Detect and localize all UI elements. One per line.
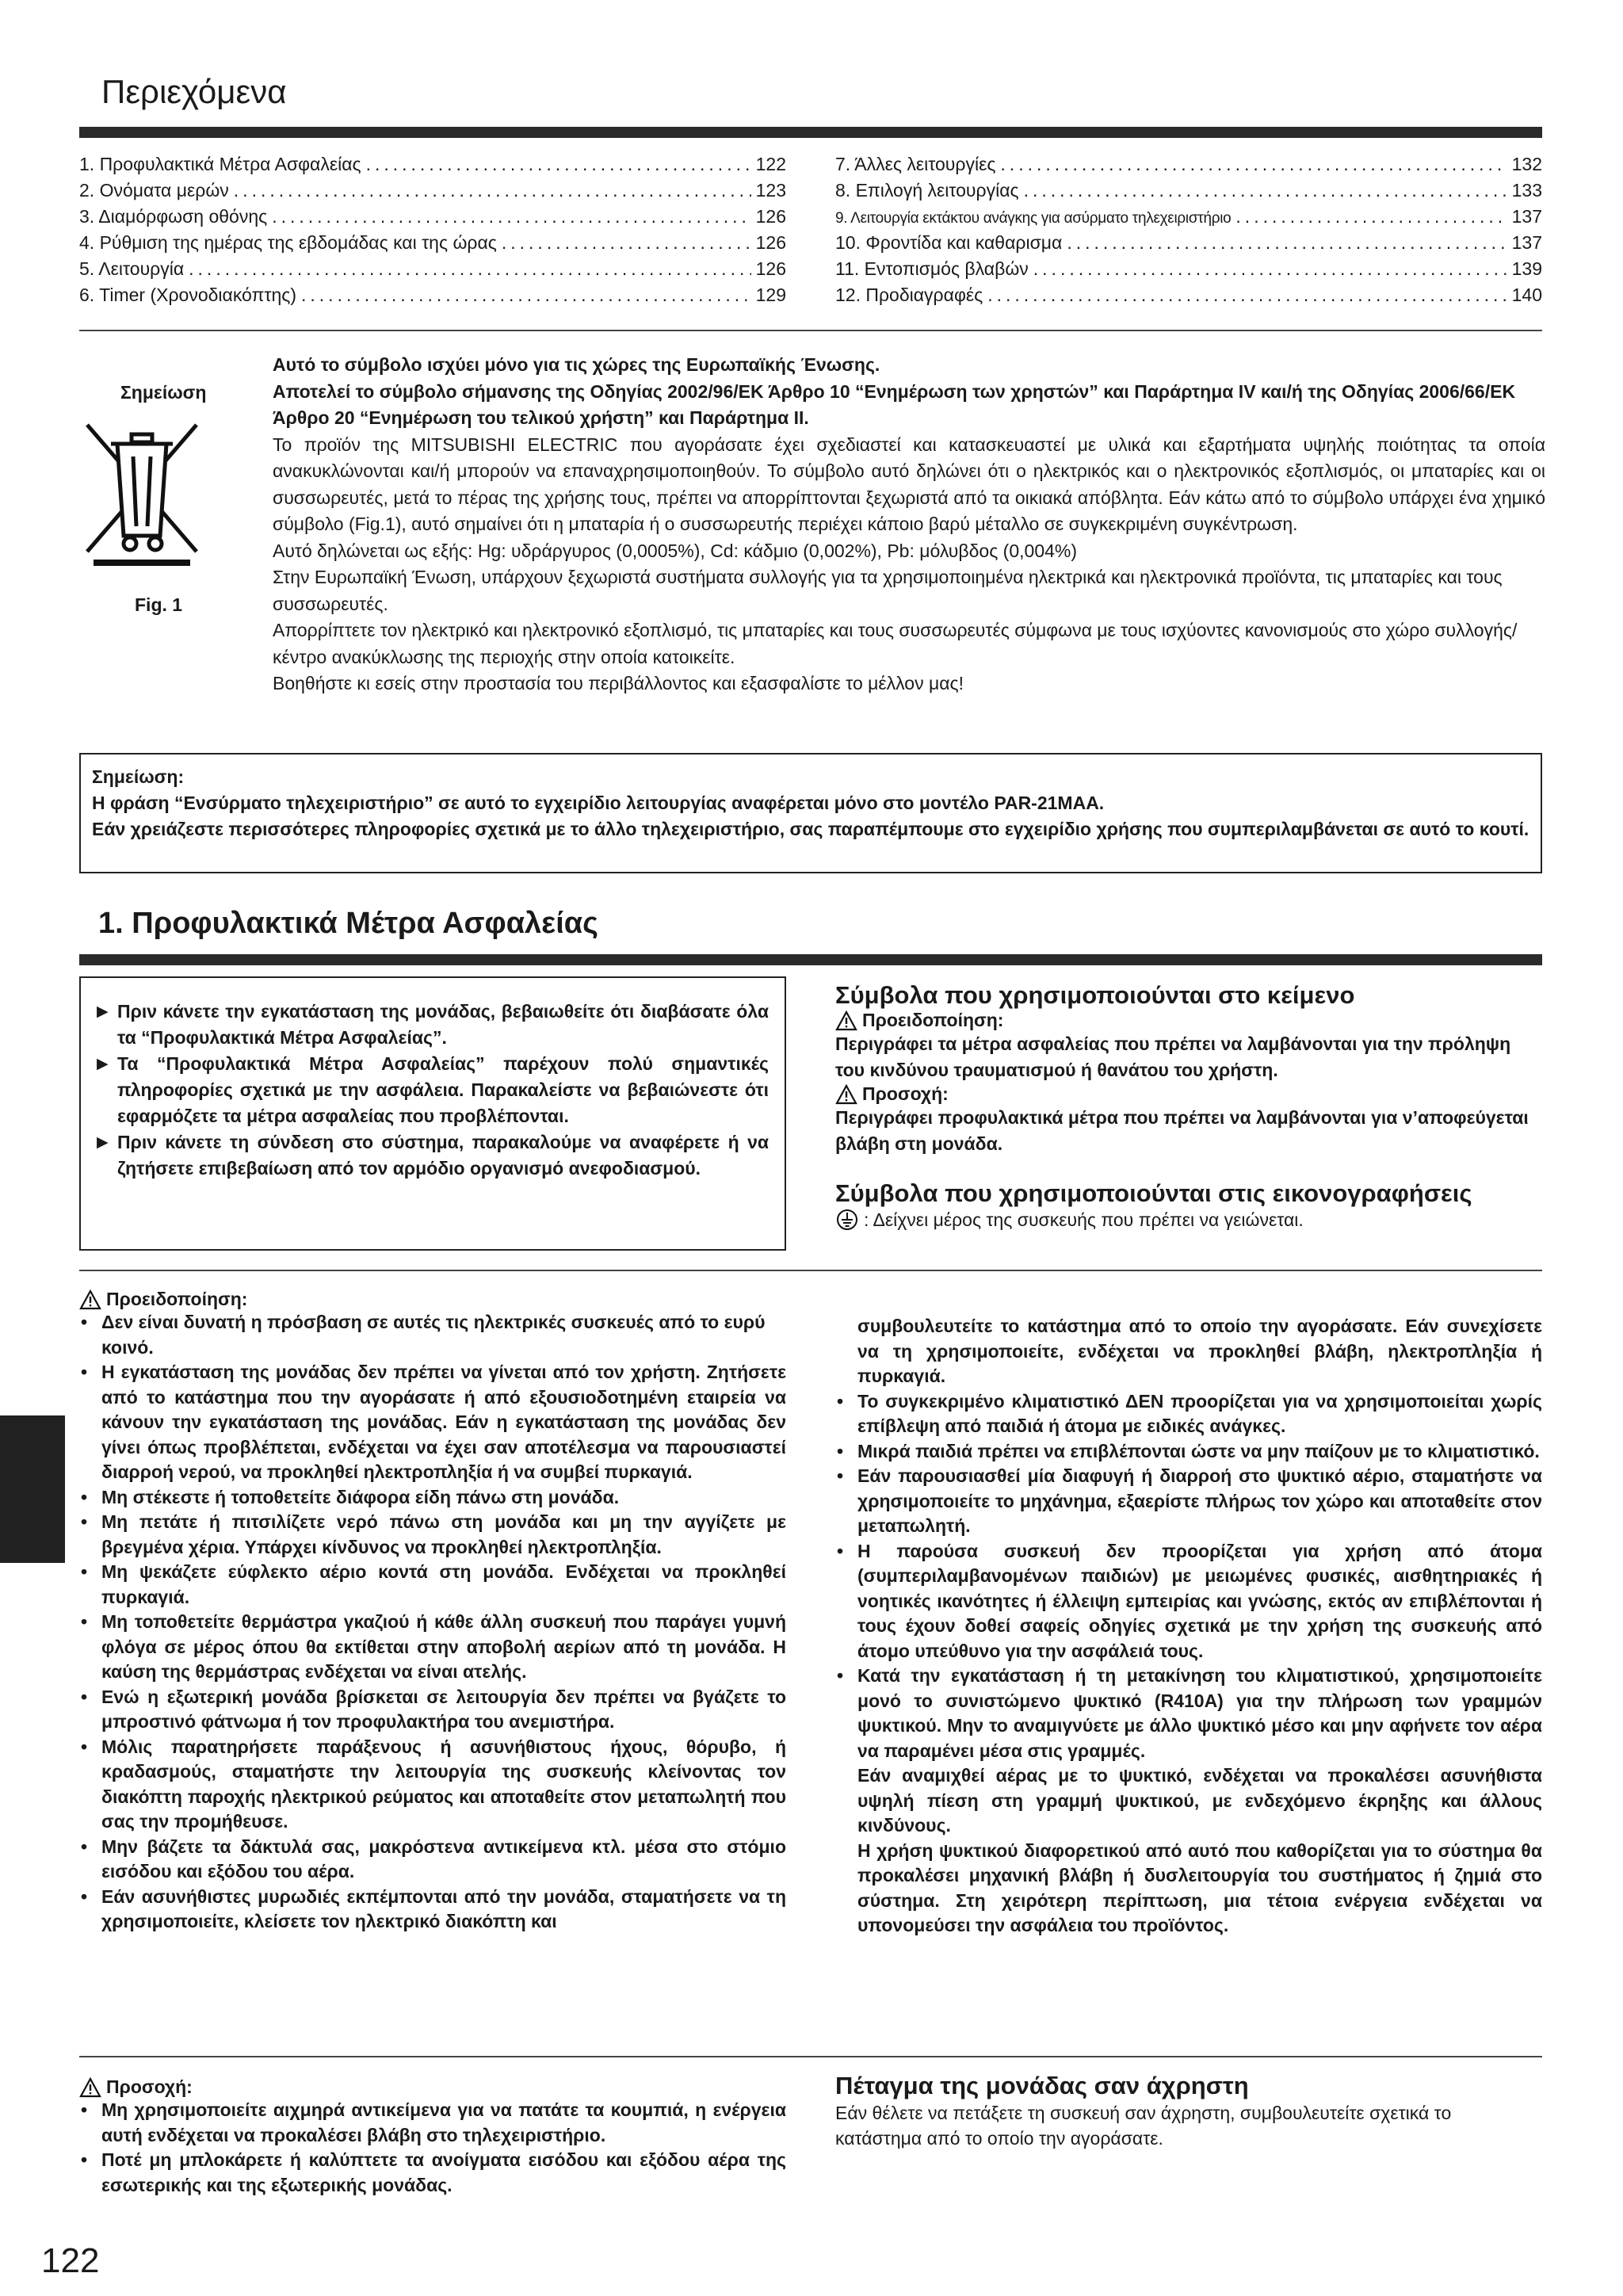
warning-item: • Μικρά παιδιά πρέπει να επιβλέπονται ώστε να μην παίζουν με το κλιματιστικό. xyxy=(835,1439,1542,1465)
warning-continuation: Εάν αναμιχθεί αέρας με το ψυκτικό, ενδέχεται να προκαλέσει ασυνήθιστα υψηλή πίεση στη γραμμή ψυκτικού, με ενδεχόμενο έκρηξης και άλλους κινδύνους. xyxy=(857,1765,1542,1836)
warning-label: Προειδοποίηση: xyxy=(835,1010,1542,1031)
ground-note: : Δείχνει μέρος της συσκευής που πρέπει να γειώνεται. xyxy=(835,1208,1542,1232)
weee-bold-line: Αποτελεί το σύμβολο σήμανσης της Οδηγίας 2002/96/ΕΚ Άρθρο 10 “Ενημέρωση των χρηστών” και Παράρτημα IV και/ή της Οδηγίας 2006/66/ΕΚ Άρθρο 20 “Ενημέρωση του τελικού χρήστη” και Παράρτημα II. xyxy=(273,380,1516,428)
warning-continuation: Η χρήση ψυκτικού διαφορετικού από αυτό που καθορίζεται για το σύστημα θα προκαλέσει μηχανική βλάβη ή δυσλειτουργία του συστήματος ή ζημιά στο σύστημα. Στη χειρότερη περίπτωση, μια τέτοια ενέργεια ενδέχεται να υπονομεύσει την ασφάλεια του προϊόντος. xyxy=(857,1839,1542,1935)
caution-item: • Μη χρησιμοποιείτε αιχμηρά αντικείμενα για να πατάτε τα κουμπιά, η ενέργεια αυτή ενδέχεται να προκαλέσει βλάβη στο τηλεχειριστήριο. xyxy=(79,2098,786,2148)
toc-entry[interactable]: 3. Διαμόρφωση οθόνης ..... 126 xyxy=(79,206,786,232)
note-box-line: Η φράση “Ενσύρματο τηλεχειριστήριο” σε αυτό το εγχειρίδιο λειτουργίας αναφέρεται μόνο στο μοντέλο PAR-21MAA. xyxy=(92,793,1105,813)
divider xyxy=(79,1270,1542,1271)
caution-description: Περιγράφει προφυλακτικά μέτρα που πρέπει να λαμβάνονται για ν’αποφεύγεται βλάβη στη μονάδα. xyxy=(835,1107,1529,1154)
warning-triangle-icon xyxy=(835,1084,857,1105)
disposal-heading: Πέταγμα της μονάδας σαν άχρηστη xyxy=(835,2072,1249,2099)
warnings-right-column xyxy=(835,1314,1542,1939)
symbols-section xyxy=(835,981,1542,1232)
warning-continuation: συμβουλευτείτε το κατάστημα από το οποίο την αγοράσατε. Εάν συνεχίσετε να τη χρησιμοποιείτε, ενδέχεται να προκληθεί βλάβη, ηλεκτροπληξία ή πυρκαγιά. xyxy=(857,1316,1542,1386)
warning-item: • Μη πετάτε ή πιτσιλίζετε νερό πάνω στη μονάδα και μη την αγγίζετε με βρεγμένα χέρια. Υπάρχει κίνδυνος να προκληθεί ηλεκτροπληξία. xyxy=(79,1510,786,1560)
disposal-section xyxy=(835,2072,1542,2151)
toc-entry[interactable]: 1. Προφυλακτικά Μέτρα Ασφαλείας ..... 122 xyxy=(79,154,786,180)
note-box-label: Σημείωση: xyxy=(92,766,185,787)
toc-rule xyxy=(79,127,1542,138)
weee-bold-line: Αυτό το σύμβολο ισχύει μόνο για τις χώρες της Ευρωπαϊκής Ένωσης. xyxy=(273,354,880,375)
caution-section xyxy=(79,2076,786,2198)
weee-paragraph: Αυτό δηλώνεται ως εξής: Hg: υδράργυρος (0,0005%), Cd: κάδμιο (0,002%), Pb: μόλυβδος (0,004%) xyxy=(273,540,1078,561)
triangle-bullet-icon: ▶ xyxy=(97,1056,109,1072)
intro-item: ▶ Πριν κάνετε την εγκατάσταση της μονάδας, βεβαιωθείτε ότι διαβάσατε όλα τα “Προφυλακτικά Μέτρα Ασφαλείας”. xyxy=(97,999,769,1051)
weee-paragraph: Απορρίπτετε τον ηλεκτρικό και ηλεκτρονικό εξοπλισμό, τις μπαταρίες και τους συσσωρευτές σύμφωνα με τους ισχύοντες κανονισμούς στο χώρο συλλογής/κέντρο ανακύκλωσης της περιοχής στην οποία κατοικείτε. xyxy=(273,620,1518,667)
note-box-line: Εάν χρειάζεστε περισσότερες πληροφορίες σχετικά με το άλλο τηλεχειριστήριο, σας παραπέμπουμε στο εγχειρίδιο χρήσης που συμπεριλαμβάνεται σε αυτό το κουτί. xyxy=(92,819,1529,839)
warning-item: • Μην βάζετε τα δάκτυλά σας, μακρόστενα αντικείμενα κτλ. μέσα στο στόμιο εισόδου και εξόδου του αέρα. xyxy=(79,1835,786,1885)
intro-box xyxy=(79,976,786,1251)
weee-paragraph: Το προϊόν της MITSUBISHI ELECTRIC που αγοράσατε έχει σχεδιαστεί και κατασκευαστεί με υλικά και εξαρτήματα υψηλής ποιότητας τα οποία ανακυκλώνονται και/ή μπορούν να επαναχρησιμοποιηθούν. Το σύμβολο αυτό δηλώνει ότι ο ηλεκτρικός και ο ηλεκτρονικός εξοπλισμός, οι μπαταρίες και οι συσσωρευτές, μετά το πέρας της χρήσης τους, πρέπει να απορρίπτονται ξεχωριστά από τα οικιακά απόβλητα. Εάν κάτω από το σύμβολο υπάρχει ένα χημικό σύμβολο (Fig.1), αυτό σημαίνει ότι η μπαταρία ή ο συσσωρευτής περιέχει κάποιο βαρύ μέταλλο σε συγκεκριμένη συγκέντρωση. xyxy=(273,434,1545,534)
toc-left-column xyxy=(79,154,786,311)
symbols-fig-heading: Σύμβολα που χρησιμοποιούνται στις εικονογραφήσεις xyxy=(835,1179,1472,1207)
caution-label: Προσοχή: xyxy=(79,2076,786,2098)
toc-entry[interactable]: 12. Προδιαγραφές ..... 140 xyxy=(835,285,1542,311)
warning-item: • Η εγκατάσταση της μονάδας δεν πρέπει να γίνεται από τον χρήστη. Ζητήσετε από το κατάστημα που την αγοράσατε ή από εξουσιοδοτημένη εταιρεία να κάνουν την εγκατάσταση της μονάδας. Εάν η εγκατάσταση της μονάδας δεν γίνει όπως προβλέπεται, ενδέχεται να έχει σαν αποτέλεσμα να παρουσιαστεί διαρροή νερού, να προκληθεί ηλεκτροπληξία ή να συμβεί πυρκαγιά. xyxy=(79,1360,786,1485)
symbols-text-heading: Σύμβολα που χρησιμοποιούνται στο κείμενο xyxy=(835,981,1355,1009)
warning-item: • Μη τοποθετείτε θερμάστρα γκαζιού ή κάθε άλλη συσκευή που παράγει γυμνή φλόγα σε μέρος όπου θα εκτίθεται στην αποβολή αερίων από τη μονάδα. Η καύση της θερμάστρας ενδέχεται να είναι ατελής. xyxy=(79,1610,786,1685)
divider xyxy=(79,330,1542,331)
warning-item: • Μη ψεκάζετε εύφλεκτο αέριο κοντά στη μονάδα. Ενδέχεται να προκληθεί πυρκαγιά. xyxy=(79,1560,786,1610)
warning-triangle-icon xyxy=(79,1289,101,1310)
note-box xyxy=(79,753,1542,873)
weee-paragraph: Στην Ευρωπαϊκή Ένωση, υπάρχουν ξεχωριστά συστήματα συλλογής για τα χρησιμοποιημένα ηλεκτρικά και ηλεκτρονικά προϊόντα, τις μπαταρίες και τους συσσωρευτές. xyxy=(273,567,1503,614)
toc-entry[interactable]: 8. Επιλογή λειτουργίας ..... 133 xyxy=(835,180,1542,206)
warning-item: • Η παρούσα συσκευή δεν προορίζεται για χρήση από άτομα (συμπεριλαμβανομένων παιδιών) με μειωμένες φυσικές, αισθητηριακές ή νοητικές ικανότητες ή έλλειψη εμπειρίας και γνώσης, εκτός αν επιβλέπονται ή τους έχουν δοθεί σαφείς οδηγίες σχετικά με την χρήση της συσκευής από άτομο υπεύθυνο για την ασφάλειά τους. xyxy=(835,1539,1542,1664)
disposal-text: Εάν θέλετε να πετάξετε τη συσκευή σαν άχρηστη, συμβουλευτείτε σχετικά το κατάστημα από το οποίο την αγοράσατε. xyxy=(835,2103,1452,2149)
toc-right-column xyxy=(835,154,1542,311)
page-number: 122 xyxy=(41,2241,100,2280)
fig-label: Fig. 1 xyxy=(135,594,183,615)
caution-item: • Ποτέ μη μπλοκάρετε ή καλύπτετε τα ανοίγματα εισόδου και εξόδου αέρα της εσωτερικής και της εξωτερικής μονάδας. xyxy=(79,2148,786,2198)
triangle-bullet-icon: ▶ xyxy=(97,1003,109,1020)
toc-entry[interactable]: 5. Λειτουργία ..... 126 xyxy=(79,258,786,285)
divider xyxy=(79,2056,1542,2057)
toc-entry[interactable]: 6. Timer (Χρονοδιακόπτης) ..... 129 xyxy=(79,285,786,311)
toc-entry[interactable]: 7. Άλλες λειτουργίες ..... 132 xyxy=(835,154,1542,180)
warning-description: Περιγράφει τα μέτρα ασφαλείας που πρέπει να λαμβάνονται για την πρόληψη του κινδύνου τραυματισμού ή θανάτου του χρήστη. xyxy=(835,1033,1511,1080)
intro-item: ▶ Τα “Προφυλακτικά Μέτρα Ασφαλείας” παρέχουν πολύ σημαντικές πληροφορίες σχετικά με την ασφάλεια. Παρακαλείστε να βεβαιώνεστε ότι εφαρμόζετε τα μέτρα ασφαλείας που προβλέπονται. xyxy=(97,1051,769,1129)
warning-item: • Εάν παρουσιασθεί μία διαφυγή ή διαρροή στο ψυκτικό αέριο, σταματήστε να χρησιμοποιείτε το μηχάνημα, εξαερίστε πλήρως τον χώρο και αποταθείτε στον μεταπωλητή. xyxy=(835,1464,1542,1539)
toc-entry[interactable]: 11. Εντοπισμός βλαβών ..... 139 xyxy=(835,258,1542,285)
warning-item: • Κατά την εγκατάσταση ή τη μετακίνηση του κλιματιστικού, χρησιμοποιείτε μονό το συνιστώμενο ψυκτικό (R410A) για την πλήρωση των γραμμών ψυκτικού. Μην το αναμιγνύετε με άλλο ψυκτικό μέσο και μην αφήνετε τον αέρα να παραμένει μέσα στις γραμμές. xyxy=(835,1664,1542,1763)
warning-triangle-icon xyxy=(835,1010,857,1031)
toc-title: Περιεχόμενα xyxy=(101,73,287,110)
caution-label: Προσοχή: xyxy=(835,1083,1542,1105)
weee-paragraph: Βοηθήστε κι εσείς στην προστασία του περιβάλλοντος και εξασφαλίστε το μέλλον μας! xyxy=(273,673,964,693)
section-heading: 1. Προφυλακτικά Μέτρα Ασφαλείας xyxy=(98,907,598,940)
warning-item: • Ενώ η εξωτερική μονάδα βρίσκεται σε λειτουργία δεν πρέπει να βγάζετε το μπροστινό φάτνωμα ή τον προφυλακτήρα του ανεμιστήρα. xyxy=(79,1685,786,1735)
toc-entry[interactable]: 10. Φροντίδα και καθαρισμα ..... 137 xyxy=(835,232,1542,258)
toc-entry[interactable]: 4. Ρύθμιση της ημέρας της εβδομάδας και της ώρας ..... 126 xyxy=(79,232,786,258)
warning-item: • Εάν ασυνήθιστες μυρωδιές εκπέμπονται από την μονάδα, σταματήσετε να τη χρησιμοποιείτε, κλείσετε τον ηλεκτρικό διακόπτη και xyxy=(79,1885,786,1935)
toc-entry[interactable]: 2. Ονόματα μερών ..... 123 xyxy=(79,180,786,206)
warning-item: • Δεν είναι δυνατή η πρόσβαση σε αυτές τις ηλεκτρικές συσκευές από το ευρύ κοινό. xyxy=(79,1310,786,1360)
warnings-left-column xyxy=(79,1289,786,1935)
crossed-bin-icon xyxy=(82,417,201,567)
weee-notice xyxy=(273,352,1545,697)
note-label: Σημείωση xyxy=(120,382,207,403)
intro-item: ▶ Πριν κάνετε τη σύνδεση στο σύστημα, παρακαλούμε να αναφέρετε ή να ζητήσετε επιβεβαίωση από τον αρμόδιο οργανισμό ανεφοδιασμού. xyxy=(97,1129,769,1182)
ground-icon xyxy=(835,1208,859,1232)
chapter-tab xyxy=(0,1415,65,1563)
section-rule xyxy=(79,954,1542,965)
warning-item: • Μη στέκεστε ή τοποθετείτε διάφορα είδη πάνω στη μονάδα. xyxy=(79,1485,786,1511)
warning-label: Προειδοποίηση: xyxy=(79,1289,786,1310)
triangle-bullet-icon: ▶ xyxy=(97,1134,109,1151)
toc-entry[interactable]: 9. Λειτουργία εκτάκτου ανάγκης για ασύρματο τηλεχειριστήριο ..... 137 xyxy=(835,206,1542,232)
warning-item: • Το συγκεκριμένο κλιματιστικό ΔΕΝ προορίζεται για να χρησιμοποιείται χωρίς επίβλεψη από παιδιά ή άτομα με ειδικές ανάγκες. xyxy=(835,1389,1542,1439)
warning-item: • Μόλις παρατηρήσετε παράξενους ή ασυνήθιστους ήχους, θόρυβο, ή κραδασμούς, σταματήστε την λειτουργία της συσκευής κλείνοντας τον διακόπτη παροχής ηλεκτρικού ρεύματος και αποταθείτε στον μεταπωλητή που σας την προμήθευσε. xyxy=(79,1735,786,1835)
warning-triangle-icon xyxy=(79,2077,101,2098)
